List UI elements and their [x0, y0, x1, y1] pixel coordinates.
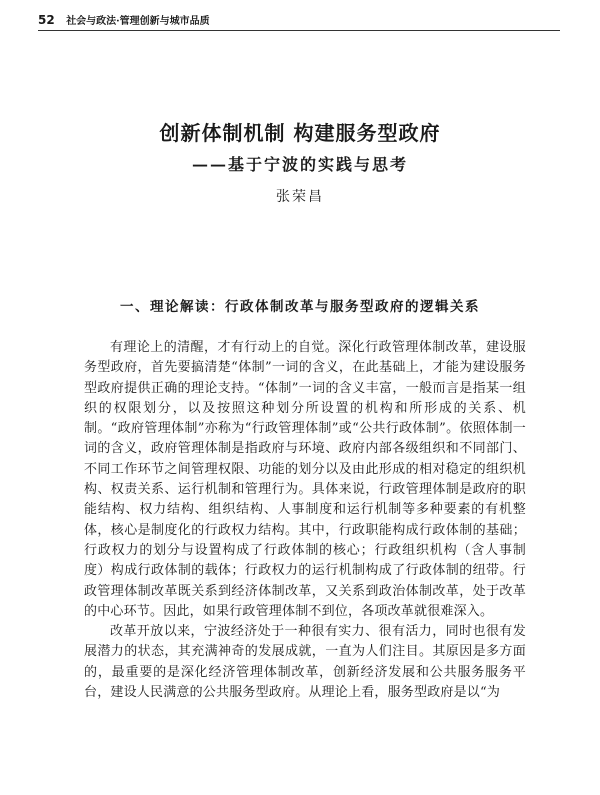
article-subtitle: ——基于宁波的实践与思考	[191, 155, 408, 174]
body-text	[84, 338, 526, 703]
running-title: 社会与政法·管理创新与城市品质	[66, 16, 210, 27]
running-header	[38, 12, 560, 31]
page-number: 52	[38, 13, 55, 27]
paragraph: 改革开放以来，宁波经济处于一种很有实力、很有活力，同时也很有发展潜力的状态，其充满神奇的发展成就，一直为人们注目。其原因是多方面的，最重要的是深化经济管理体制改革，创新经济发展和公共服务服务平台，建设人民满意的公共服务型政府。从理论上看，服务型政府是以“为	[84, 624, 526, 701]
article-title: 创新体制机制 构建服务型政府	[159, 121, 441, 145]
section-heading: 一、理论解读：行政体制改革与服务型政府的逻辑关系	[120, 299, 480, 315]
paragraph: 有理论上的清醒，才有行动上的自觉。深化行政管理体制改革，建设服务型政府，首先要搞清楚“体制”一词的含义，在此基础上，才能为建设服务型政府提供正确的理论支持。“体制”一词的含义丰富，一般而言是指某一组织的权限划分，以及按照这种划分所设置的机构和所形成的关系、机制。“政府管理体制”亦称为“行政管理体制”或“公共行政体制”。依照体制一词的含义，政府管理体制是指政府与环境、政府内部各级组织和不同部门、不同工作环节之间管理权限、功能的划分以及由此形成的相对稳定的组织机构、权责关系、运行机制和管理行为。具体来说，行政管理体制是政府的职能结构、权力结构、组织结构、人事制度和运行机制等多种要素的有机整体，核心是制度化的行政权力结构。其中，行政职能构成行政体制的基础；行政权力的划分与设置构成了行政体制的核心；行政组织机构（含人事制度）构成行政体制的载体；行政权力的运行机制构成了行政体制的纽带。行政管理体制改革既关系到经济体制改革，又关系到政治体制改革，处于改革的中心环节。因此，如果行政管理体制不到位，各项改革就很难深入。	[84, 340, 526, 619]
author-name: 张荣昌	[276, 189, 324, 205]
